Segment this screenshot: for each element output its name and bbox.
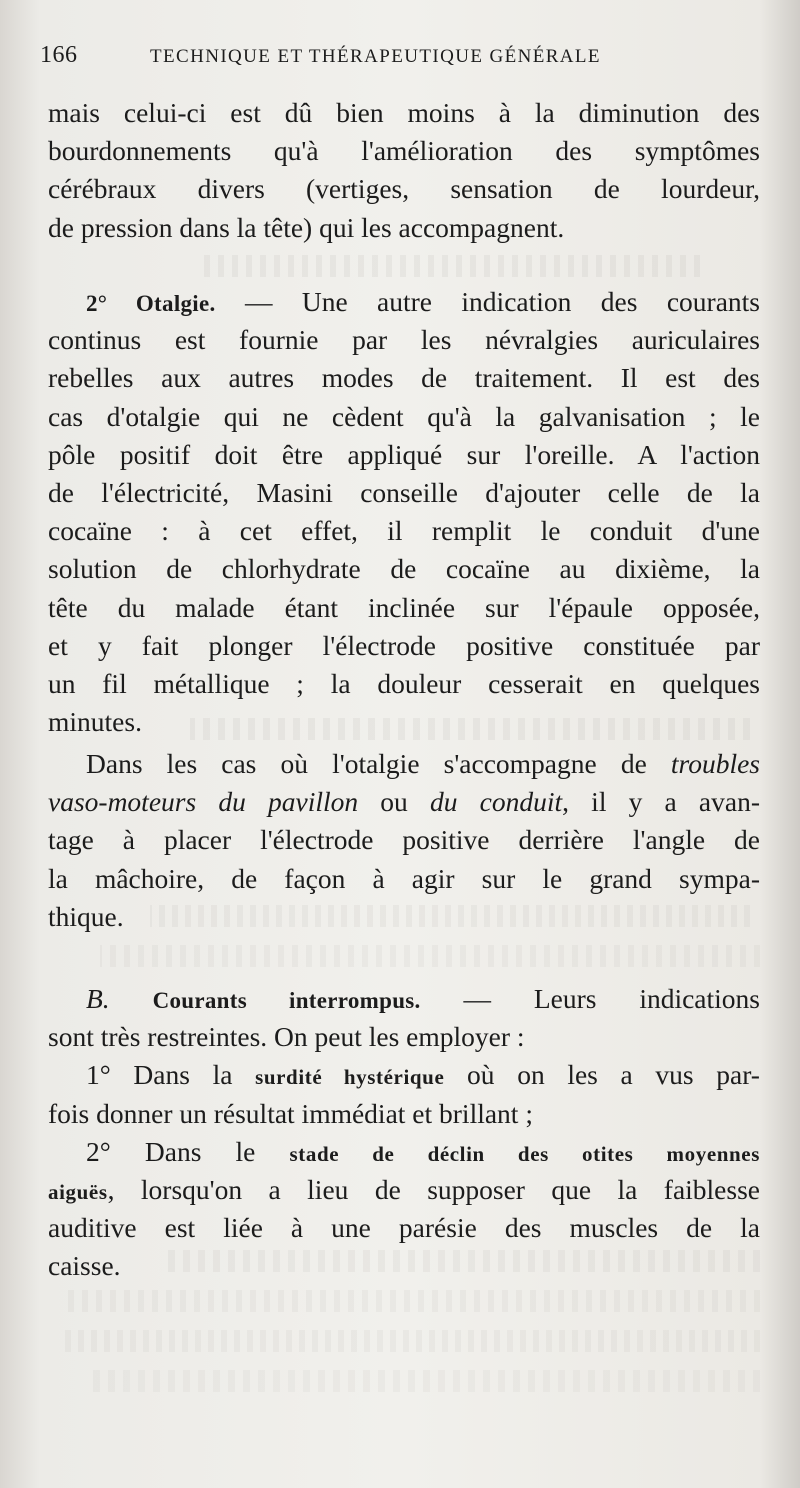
text-line: auditive est liée à une parésie des muscles de la	[48, 1212, 760, 1244]
page-header	[40, 42, 760, 72]
text-line: mais celui-ci est dû bien moins à la diminution des	[48, 97, 760, 128]
text-line: minutes.	[48, 706, 142, 738]
text-line: thique.	[48, 900, 124, 932]
text-line: un fil métallique ; la douleur cesserait en quelques	[48, 667, 760, 699]
section-otalgie	[48, 283, 760, 741]
text-line: cérébraux divers (vertiges, sensation de lourdeur,	[48, 173, 760, 205]
paragraph-continuation	[48, 94, 760, 247]
text-line: de l'électricité, Masini conseille d'ajouter celle de la	[48, 476, 760, 508]
text-fragment: — Une autre indication des courants	[215, 286, 760, 317]
bold-term: stade de déclin des otites moyennes	[289, 1141, 760, 1166]
show-through-texture	[60, 1290, 760, 1312]
text-line: caisse.	[48, 1250, 121, 1282]
text-line: sont très restreintes. On peut les employer :	[48, 1021, 525, 1053]
section-heading: Courants interrompus.	[152, 988, 421, 1013]
section-heading: 2° Otalgie.	[86, 291, 216, 316]
text-fragment: Dans les cas où l'otalgie s'accompagne de	[86, 748, 671, 779]
text-fragment: , lorsqu'on a lieu de supposer que la faiblesse	[107, 1173, 760, 1205]
text-line: tage à placer l'électrode positive derrière l'angle de	[48, 824, 760, 856]
text-fragment: ou	[358, 786, 430, 818]
show-through-texture	[60, 1330, 760, 1352]
text-fragment: 1° Dans la	[86, 1059, 256, 1091]
italic-term: vaso-moteurs du pavillon	[48, 786, 359, 818]
text-line	[48, 783, 760, 821]
text-line	[48, 283, 760, 321]
text-line	[48, 1171, 760, 1209]
text-line: tête du malade étant inclinée sur l'épaule opposée,	[48, 591, 760, 623]
text-line: continus est fournie par les névralgies auriculaires	[48, 324, 760, 356]
text-line: et y fait plonger l'électrode positive constituée par	[48, 629, 760, 661]
list-item	[48, 1133, 760, 1171]
text-line: de pression dans la tête) qui les accompagnent.	[48, 211, 565, 243]
show-through-texture	[90, 1370, 760, 1392]
text-fragment: , il y a avan-	[562, 786, 760, 818]
bold-term: surdité hystérique	[255, 1065, 445, 1090]
show-through-texture	[200, 255, 700, 277]
text-line	[48, 745, 760, 783]
text-fragment: où on les a vus par-	[444, 1059, 760, 1091]
section-courants-interrompus	[48, 980, 760, 1286]
list-item	[48, 1056, 760, 1094]
text-line: cas d'otalgie qui ne cèdent qu'à la galvanisation ; le	[48, 400, 760, 432]
paragraph-vaso-moteurs	[48, 745, 760, 936]
section-label: B.	[86, 983, 110, 1014]
text-line: bourdonnements qu'à l'amélioration des symptômes	[48, 135, 760, 167]
text-fragment: 2° Dans le	[86, 1135, 290, 1167]
italic-term: du conduit	[429, 786, 563, 818]
bold-term: aiguës	[48, 1179, 108, 1204]
text-line: la mâchoire, de façon à agir sur le grand sympa-	[48, 862, 760, 894]
running-title: TECHNIQUE ET THÉRAPEUTIQUE GÉNÉRALE	[150, 46, 601, 67]
show-through-texture	[100, 945, 760, 967]
text-fragment: — Leurs indications	[420, 983, 760, 1014]
page-number: 166	[40, 42, 78, 68]
text-line: pôle positif doit être appliqué sur l'oreille. A l'action	[48, 438, 760, 470]
text-line: solution de chlorhydrate de cocaïne au dixième, la	[48, 553, 760, 585]
text-line: fois donner un résultat immédiat et brillant ;	[48, 1097, 533, 1129]
italic-term: troubles	[670, 748, 760, 779]
text-line: rebelles aux autres modes de traitement. Il est des	[48, 362, 760, 394]
text-line: cocaïne : à cet effet, il remplit le conduit d'une	[48, 515, 760, 547]
text-line	[48, 980, 760, 1018]
